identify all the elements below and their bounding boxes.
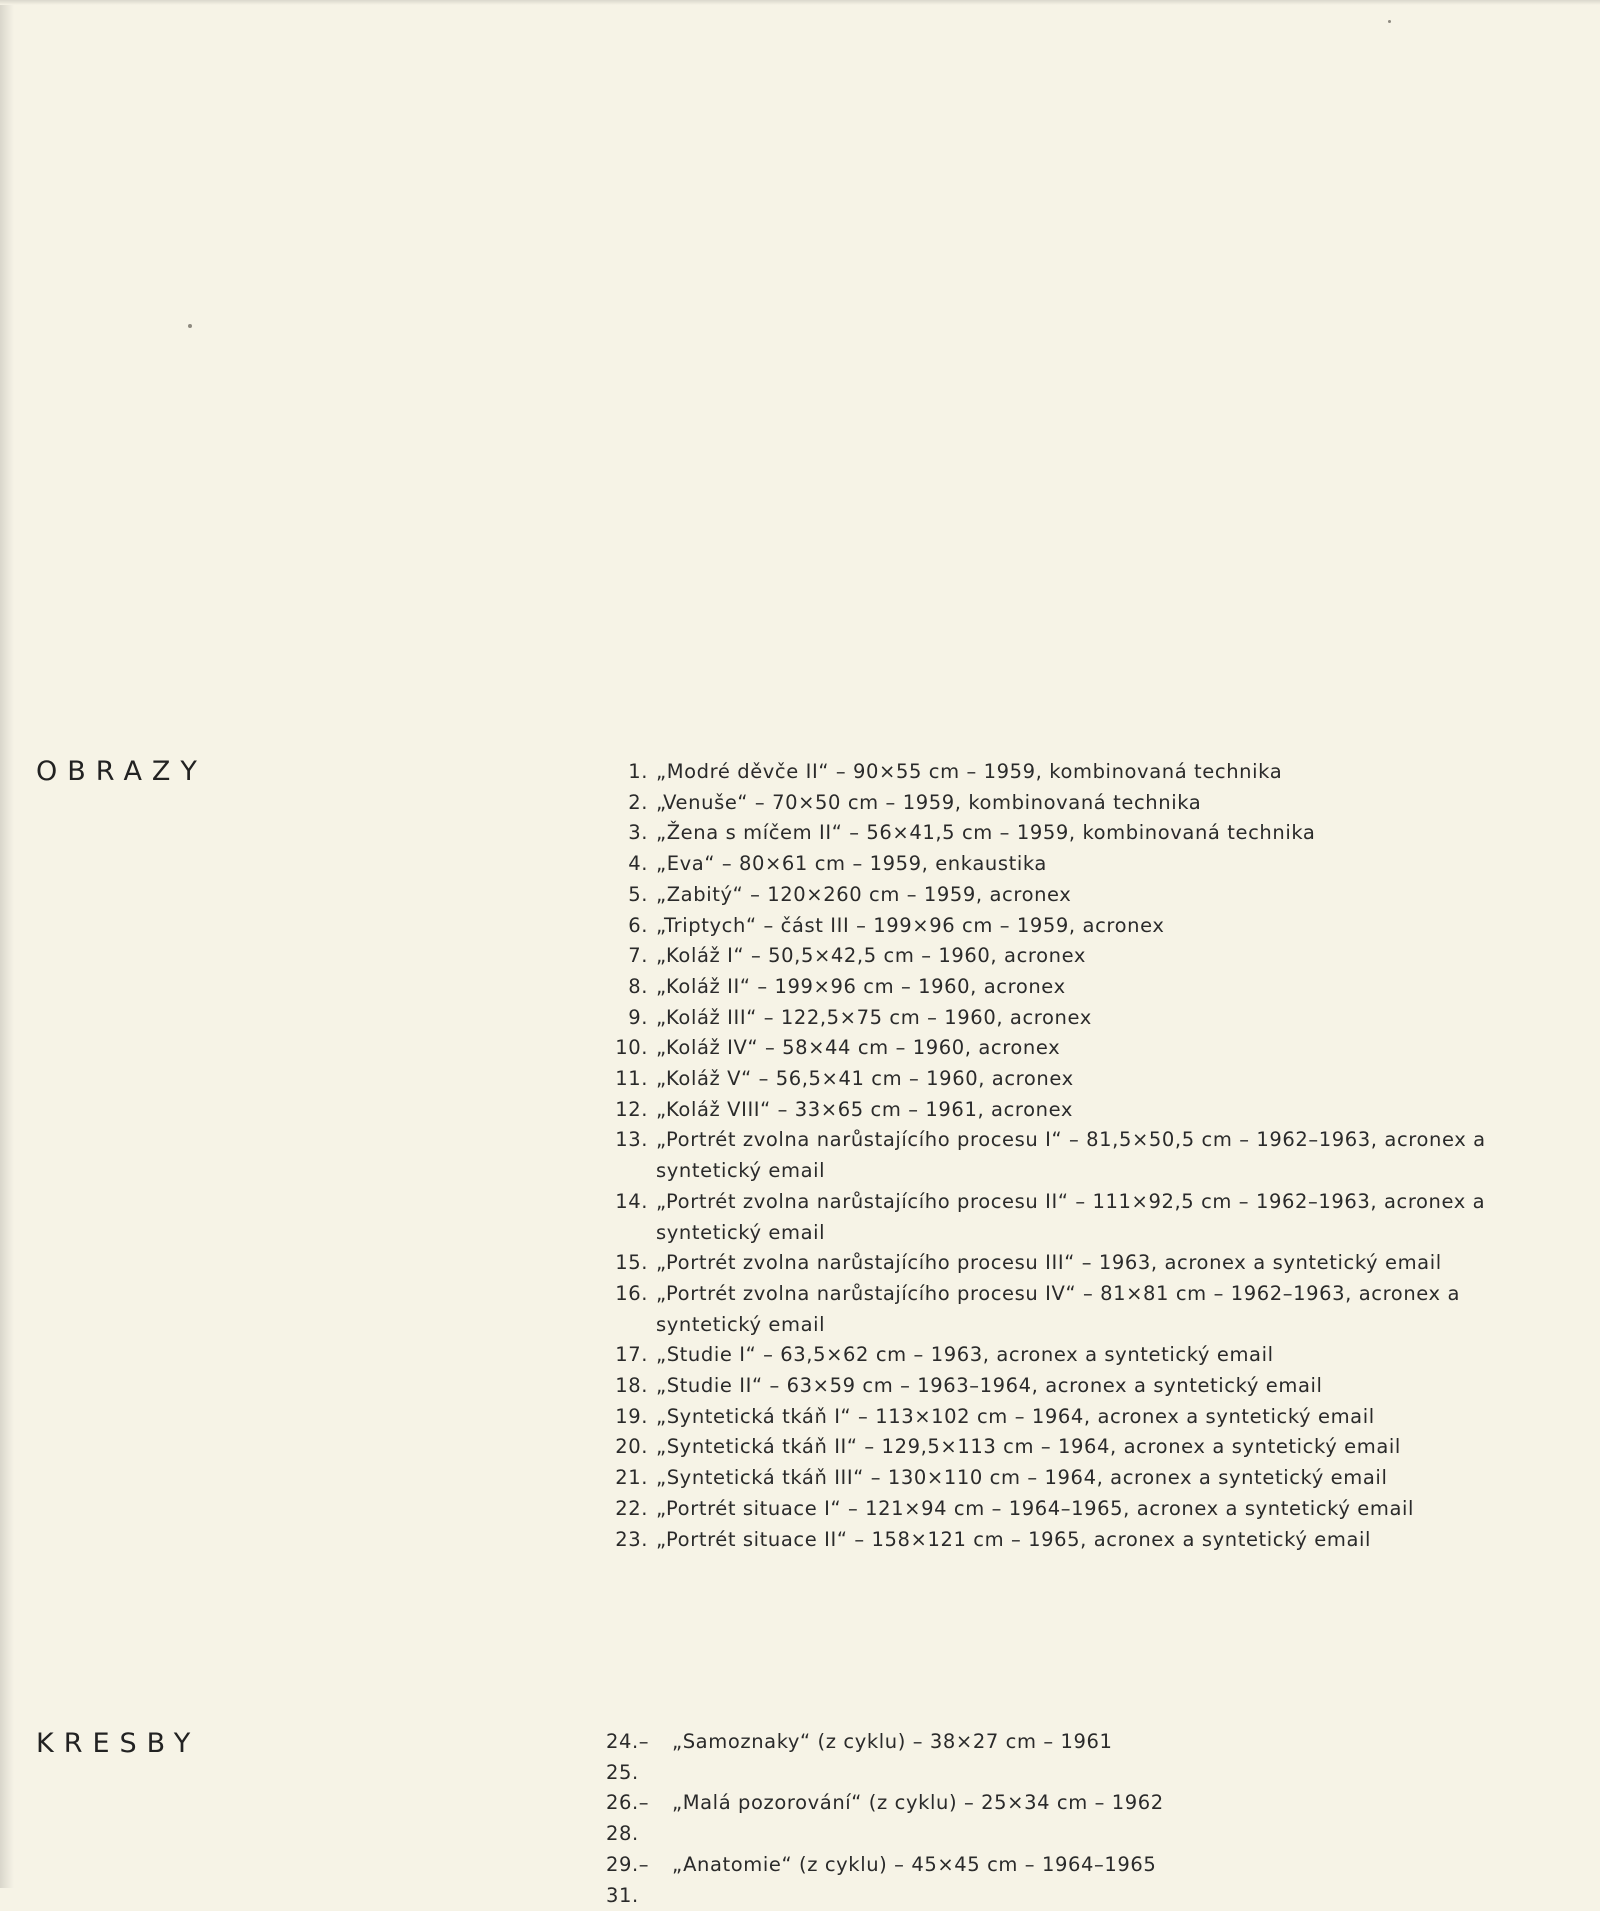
item-number: 10. <box>615 1036 648 1060</box>
list-item <box>606 941 1506 972</box>
item-text: „Koláž V“ – 56,5×41 cm – 1960, acronex <box>656 1067 1074 1091</box>
item-number: 24.–25. <box>606 1730 650 1784</box>
item-text: „Studie I“ – 63,5×62 cm – 1963, acronex a syntetický email <box>656 1343 1274 1367</box>
item-number: 8. <box>628 974 648 998</box>
item-number: 23. <box>615 1527 648 1551</box>
page-top-edge <box>0 0 1600 5</box>
item-text: „Portrét situace I“ – 121×94 cm – 1964–1965, acronex a syntetický email <box>656 1496 1415 1520</box>
item-text: „Portrét zvolna narůstajícího procesu I“ – 81,5×50,5 cm – 1962–1963, acronex a syntetický email <box>656 1128 1486 1183</box>
list-item <box>606 1003 1506 1034</box>
item-text: „Portrét zvolna narůstajícího procesu III“ – 1963, acronex a syntetický email <box>656 1251 1442 1275</box>
list-item <box>606 1371 1506 1402</box>
item-text: „Koláž III“ – 122,5×75 cm – 1960, acronex <box>656 1005 1092 1029</box>
paper-speck <box>188 324 192 328</box>
item-text: „Venuše“ – 70×50 cm – 1959, kombinovaná technika <box>656 790 1202 814</box>
item-text: „Modré děvče II“ – 90×55 cm – 1959, kombinovaná technika <box>656 760 1283 783</box>
page-binding-edge <box>0 0 14 1888</box>
list-item <box>606 880 1506 911</box>
list-item <box>606 1850 1506 1911</box>
list-item <box>606 1064 1506 1095</box>
list-item <box>606 1033 1506 1064</box>
list-item <box>606 1340 1506 1371</box>
item-text: „Syntetická tkáň I“ – 113×102 cm – 1964, acronex a syntetický email <box>656 1404 1375 1428</box>
list-item <box>606 757 1506 788</box>
item-number: 3. <box>628 821 648 845</box>
list-item <box>606 1248 1506 1279</box>
item-number: 7. <box>628 944 648 968</box>
item-text: „Eva“ – 80×61 cm – 1959, enkaustika <box>656 852 1047 876</box>
item-number: 26.–28. <box>606 1791 650 1846</box>
list-item <box>606 1788 1506 1849</box>
item-text: „Zabitý“ – 120×260 cm – 1959, acronex <box>656 882 1072 906</box>
list-item <box>606 911 1506 942</box>
paper-speck <box>1388 20 1391 23</box>
item-number: 13. <box>615 1128 648 1152</box>
item-number: 17. <box>615 1343 648 1367</box>
item-number: 9. <box>628 1005 648 1029</box>
list-item <box>606 1125 1506 1186</box>
item-text: „Portrét zvolna narůstajícího procesu II“ – 111×92,5 cm – 1962–1963, acronex a syntetický email <box>656 1189 1486 1244</box>
item-text: „Syntetická tkáň III“ – 130×110 cm – 1964, acronex a syntetický email <box>656 1466 1388 1490</box>
list-item <box>606 1095 1506 1126</box>
item-number: 15. <box>615 1251 648 1275</box>
list-item <box>606 1463 1506 1494</box>
item-number: 19. <box>615 1404 648 1428</box>
item-number: 18. <box>615 1374 648 1398</box>
list-item <box>606 849 1506 880</box>
item-number: 14. <box>615 1189 648 1213</box>
section-heading-obrazy: OBRAZY <box>36 756 207 787</box>
item-number: 12. <box>615 1097 648 1121</box>
list-item <box>606 1525 1506 1556</box>
item-number: 6. <box>628 913 648 937</box>
item-text: „Anatomie“ (z cyklu) – 45×45 cm – 1964–1965 <box>672 1852 1157 1876</box>
list-item <box>606 818 1506 849</box>
list-item <box>606 1494 1506 1525</box>
item-number: 20. <box>615 1435 648 1459</box>
item-number: 1. <box>628 760 648 783</box>
item-text: „Koláž I“ – 50,5×42,5 cm – 1960, acronex <box>656 944 1086 968</box>
item-number: 2. <box>628 790 648 814</box>
item-text: „Triptych“ – část III – 199×96 cm – 1959, acronex <box>656 913 1165 937</box>
item-text: „Portrét zvolna narůstajícího procesu IV“ – 81×81 cm – 1962–1963, acronex a syntetický email <box>656 1281 1461 1336</box>
item-text: „Malá pozorování“ (z cyklu) – 25×34 cm – 1962 <box>672 1791 1164 1815</box>
list-item <box>606 788 1506 819</box>
item-number: 16. <box>615 1281 648 1305</box>
item-text: „Studie II“ – 63×59 cm – 1963–1964, acronex a syntetický email <box>656 1374 1323 1398</box>
item-number: 22. <box>615 1496 648 1520</box>
item-text: „Syntetická tkáň II“ – 129,5×113 cm – 1964, acronex a syntetický email <box>656 1435 1401 1459</box>
item-number: 4. <box>628 852 648 876</box>
item-text: „Portrét situace II“ – 158×121 cm – 1965, acronex a syntetický email <box>656 1527 1372 1551</box>
list-item <box>606 972 1506 1003</box>
kresby-list <box>606 1727 1506 1911</box>
obrazy-list <box>606 757 1506 1555</box>
item-text: „Samoznaky“ (z cyklu) – 38×27 cm – 1961 <box>672 1730 1113 1753</box>
item-text: „Koláž II“ – 199×96 cm – 1960, acronex <box>656 974 1066 998</box>
item-number: 21. <box>615 1466 648 1490</box>
item-number: 11. <box>615 1067 648 1091</box>
item-number: 29.–31. <box>606 1852 650 1907</box>
item-text: „Koláž VIII“ – 33×65 cm – 1961, acronex <box>656 1097 1073 1121</box>
list-item <box>606 1279 1506 1340</box>
item-text: „Žena s míčem II“ – 56×41,5 cm – 1959, kombinovaná technika <box>656 821 1316 845</box>
list-item <box>606 1432 1506 1463</box>
list-item <box>606 1727 1506 1788</box>
item-text: „Koláž IV“ – 58×44 cm – 1960, acronex <box>656 1036 1061 1060</box>
list-item <box>606 1187 1506 1248</box>
item-number: 5. <box>628 882 648 906</box>
section-heading-kresby: KRESBY <box>36 1728 201 1759</box>
list-item <box>606 1402 1506 1433</box>
